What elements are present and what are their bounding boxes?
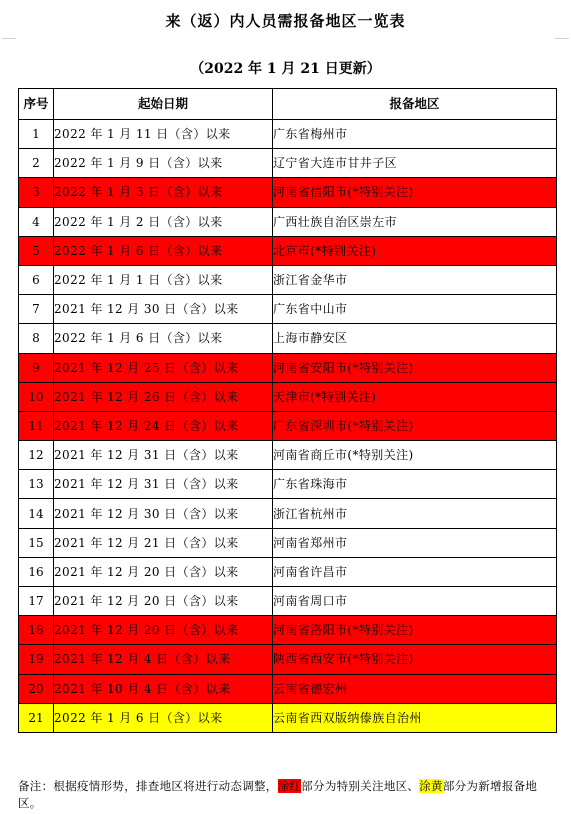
table-row — [19, 703, 557, 732]
row-serial: 8 — [19, 324, 54, 353]
row-serial: 10 — [19, 382, 54, 411]
table-row — [19, 353, 557, 382]
row-start-date: 2022 年 1 月 6 日（含）以来 — [54, 324, 273, 353]
footnote-yellow-label: 涂黄 — [419, 779, 443, 793]
row-start-date: 2022 年 1 月 6 日（含）以来 — [54, 703, 273, 732]
table-row — [19, 674, 557, 703]
row-region: 河南省信阳市(*特别关注) — [273, 178, 557, 207]
row-serial: 2 — [19, 149, 54, 178]
row-region: 广东省珠海市 — [273, 470, 557, 499]
row-serial: 5 — [19, 236, 54, 265]
footnote — [18, 778, 558, 812]
row-serial: 15 — [19, 528, 54, 557]
row-serial: 18 — [19, 616, 54, 645]
row-region: 辽宁省大连市甘井子区 — [273, 149, 557, 178]
row-serial: 14 — [19, 499, 54, 528]
row-region: 天津市(*特别关注) — [273, 382, 557, 411]
row-serial: 1 — [19, 120, 54, 149]
table-row — [19, 178, 557, 207]
row-region: 广东省梅州市 — [273, 120, 557, 149]
row-start-date: 2022 年 1 月 3 日（含）以来 — [54, 178, 273, 207]
row-serial: 11 — [19, 411, 54, 440]
row-serial: 19 — [19, 645, 54, 674]
row-region: 浙江省金华市 — [273, 265, 557, 294]
row-region: 河南省郑州市 — [273, 528, 557, 557]
row-region: 河南省周口市 — [273, 587, 557, 616]
footnote-red-label: 涂红 — [277, 779, 302, 793]
table-row — [19, 207, 557, 236]
row-region: 河南省许昌市 — [273, 557, 557, 586]
page-subtitle: （2022 年 1 月 21 日更新） — [190, 61, 381, 77]
row-region: 浙江省杭州市 — [273, 499, 557, 528]
row-serial: 20 — [19, 674, 54, 703]
table-row — [19, 616, 557, 645]
row-serial: 7 — [19, 295, 54, 324]
row-serial: 4 — [19, 207, 54, 236]
row-region: 河南省安阳市(*特别关注) — [273, 353, 557, 382]
table-row — [19, 528, 557, 557]
crop-mark-right — [555, 38, 569, 39]
header-serial: 序号 — [19, 89, 54, 120]
table-row — [19, 587, 557, 616]
row-start-date: 2022 年 1 月 9 日（含）以来 — [54, 149, 273, 178]
row-serial: 16 — [19, 557, 54, 586]
row-serial: 12 — [19, 441, 54, 470]
row-region: 云南省西双版纳傣族自治州 — [273, 703, 557, 732]
row-region: 云南省德宏州 — [273, 674, 557, 703]
row-start-date: 2022 年 1 月 2 日（含）以来 — [54, 207, 273, 236]
footnote-middle: 部分为特别关注地区、 — [301, 779, 420, 793]
table-row — [19, 382, 557, 411]
row-serial: 9 — [19, 353, 54, 382]
row-start-date: 2021 年 12 月 31 日（含）以来 — [54, 441, 273, 470]
row-start-date: 2021 年 12 月 30 日（含）以来 — [54, 499, 273, 528]
row-start-date: 2021 年 12 月 20 日（含）以来 — [54, 587, 273, 616]
table-header-row — [19, 89, 557, 120]
table-row — [19, 499, 557, 528]
row-region: 上海市静安区 — [273, 324, 557, 353]
row-region: 北京市(*特别关注) — [273, 236, 557, 265]
row-region: 陕西省西安市(*特别关注) — [273, 645, 557, 674]
row-start-date: 2021 年 12 月 31 日（含）以来 — [54, 470, 273, 499]
row-region: 广西壮族自治区崇左市 — [273, 207, 557, 236]
footnote-suffix: 部分为新增报备地区。 — [18, 779, 538, 810]
row-region: 广东省中山市 — [273, 295, 557, 324]
report-region-table — [18, 88, 557, 733]
row-start-date: 2021 年 12 月 26 日（含）以来 — [54, 382, 273, 411]
table-row — [19, 411, 557, 440]
row-start-date: 2021 年 12 月 24 日（含）以来 — [54, 411, 273, 440]
table-row — [19, 295, 557, 324]
row-start-date: 2021 年 10 月 4 日（含）以来 — [54, 674, 273, 703]
row-serial: 17 — [19, 587, 54, 616]
row-serial: 13 — [19, 470, 54, 499]
row-start-date: 2021 年 12 月 20 日（含）以来 — [54, 557, 273, 586]
row-start-date: 2021 年 12 月 20 日（含）以来 — [54, 616, 273, 645]
row-region: 河南省商丘市(*特别关注) — [273, 441, 557, 470]
crop-mark-left — [2, 38, 16, 39]
table-row — [19, 120, 557, 149]
table-row — [19, 324, 557, 353]
table-row — [19, 236, 557, 265]
table-row — [19, 645, 557, 674]
footnote-prefix: 备注：根据疫情形势，排查地区将进行动态调整， — [18, 779, 278, 793]
row-start-date: 2022 年 1 月 6 日（含）以来 — [54, 236, 273, 265]
row-start-date: 2021 年 12 月 30 日（含）以来 — [54, 295, 273, 324]
table-row — [19, 557, 557, 586]
table-row — [19, 441, 557, 470]
row-start-date: 2022 年 1 月 11 日（含）以来 — [54, 120, 273, 149]
row-region: 河南省洛阳市(*特别关注) — [273, 616, 557, 645]
table-row — [19, 149, 557, 178]
row-start-date: 2021 年 12 月 25 日（含）以来 — [54, 353, 273, 382]
row-serial: 3 — [19, 178, 54, 207]
header-start-date: 起始日期 — [54, 89, 273, 120]
table-row — [19, 265, 557, 294]
row-region: 广东省深圳市(*特别关注) — [273, 411, 557, 440]
row-serial: 6 — [19, 265, 54, 294]
row-serial: 21 — [19, 703, 54, 732]
header-region: 报备地区 — [273, 89, 557, 120]
row-start-date: 2021 年 12 月 21 日（含）以来 — [54, 528, 273, 557]
row-start-date: 2021 年 12 月 4 日（含）以来 — [54, 645, 273, 674]
row-start-date: 2022 年 1 月 1 日（含）以来 — [54, 265, 273, 294]
table-row — [19, 470, 557, 499]
page-title: 来（返）内人员需报备地区一览表 — [165, 12, 406, 30]
